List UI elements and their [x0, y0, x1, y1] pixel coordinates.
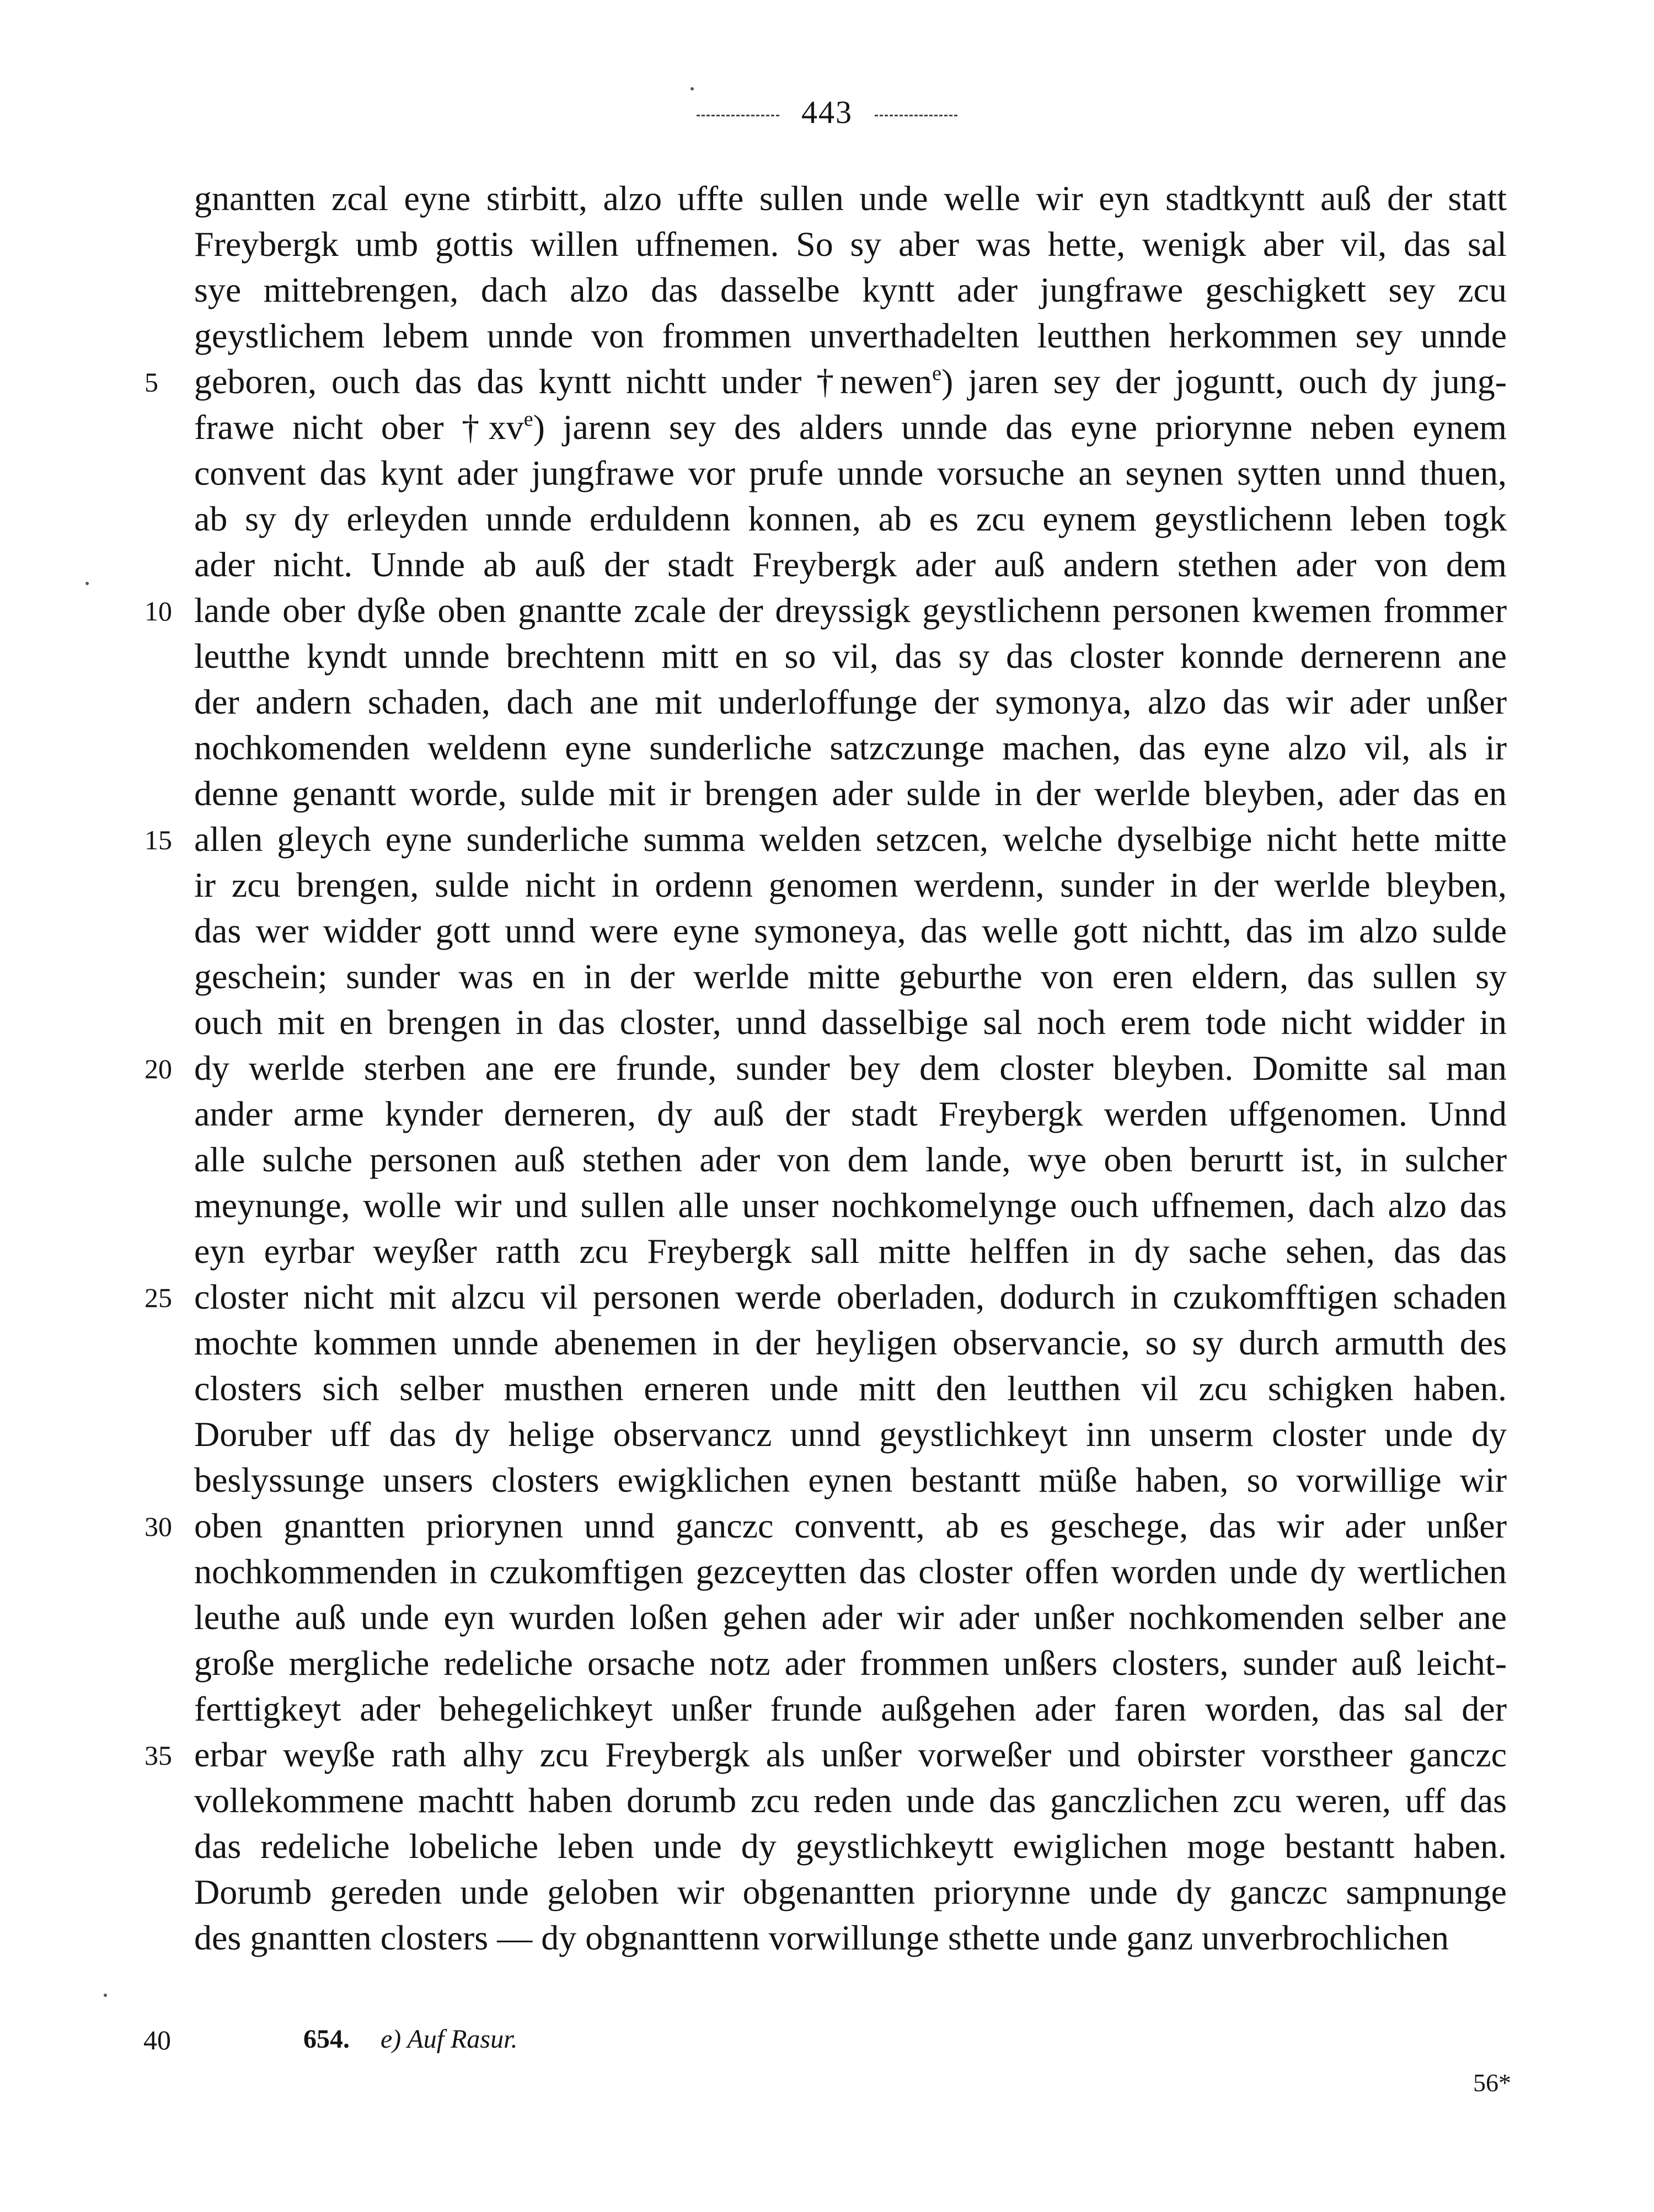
- text-line: das redeliche lobeliche leben unde dy geystlichkeytt ewiglichen moge bestantt haben.: [194, 1827, 1507, 1866]
- text-line: denne genantt worde, sulde mit ir brengen ader sulde in der werlde bleyben, ader das en: [194, 774, 1507, 813]
- text-line: vollekommene machtt haben dorumb zcu reden unde das ganczlichen zcu weren, uff das: [194, 1781, 1507, 1820]
- text-line: ouch mit en brengen in das closter, unnd dasselbige sal noch erem tode nicht widder in: [194, 1003, 1507, 1042]
- right-dash-rule: [875, 115, 957, 116]
- text-line: geschein; sunder was en in der werlde mitte geburthe von eren eldern, das sullen sy: [194, 957, 1507, 996]
- text-line: ferttigkeyt ader behegelichkeyt unßer frunde außgehen ader faren worden, das sal der: [194, 1689, 1507, 1728]
- text-line: gnantten zcal eyne stirbitt, alzo uffte sullen unde welle wir eyn stadtkyntt auß der statt: [194, 179, 1507, 218]
- text-line: sye mittebrengen, dach alzo das dasselbe kyntt ader jungfrawe geschigkett sey zcu: [194, 270, 1507, 309]
- footnote-text: e) Auf Rasur.: [381, 2024, 518, 2054]
- text-line: leuthe auß unde eyn wurden loßen gehen ader wir ader unßer nochkomenden selber ane: [194, 1598, 1507, 1637]
- footer-line-number: 40: [143, 2024, 171, 2055]
- page-number-text: 443: [801, 94, 853, 130]
- text-line: convent das kynt ader jungfrawe vor prufe unnde vorsuche an seynen sytten unnd thuen,: [194, 453, 1507, 492]
- footnote-marker: e: [932, 362, 941, 385]
- text-line: der andern schaden, dach ane mit underloffunge der symonya, alzo das wir ader unßer: [194, 682, 1507, 721]
- text-line: 25 closter nicht mit alzcu vil personen werde oberladen, dodurch in czukomfftigen schaden: [194, 1274, 1507, 1320]
- text-line: Dorumb gereden unde geloben wir obgenantten priorynne unde dy ganczc sampnunge: [194, 1872, 1507, 1911]
- line-number: 5: [144, 367, 158, 398]
- speck-mark: [690, 87, 694, 90]
- line-number: 25: [144, 1282, 172, 1313]
- text-line: Doruber uff das dy helige observancz unnd geystlichkeyt inn unserm closter unde dy: [194, 1415, 1507, 1454]
- line-number: 35: [144, 1740, 172, 1771]
- text-line: 10 lande ober dyße oben gnantte zcale der dreyssigk geystlichenn personen kwemen frommer: [194, 587, 1507, 633]
- line-number: 15: [144, 824, 172, 855]
- line-number: 20: [144, 1053, 172, 1084]
- text-line: Freybergk umb gottis willen uffnemen. So sy aber was hette, wenigk aber vil, das sal: [194, 224, 1507, 264]
- left-dash-rule: [697, 115, 779, 116]
- text-line: meynunge, wolle wir und sullen alle unser nochkomelynge ouch uffnemen, dach alzo das: [194, 1186, 1507, 1225]
- text-line: mochte kommen unnde abenemen in der heyligen observancie, so sy durch armutth des: [194, 1323, 1507, 1362]
- page-number: [0, 94, 1654, 131]
- footnote-number: 654.: [303, 2024, 350, 2054]
- signature-mark: 56*: [1473, 2069, 1511, 2097]
- text-line: frawe nicht ober $\dagger xv^e$) jarenn sey des alders unnde das eyne priorynne neben eynem: [194, 408, 1507, 447]
- text-line: 35 erbar weyße rath alhy zcu Freybergk als unßer vorweßer und obirster vorstheer ganczc: [194, 1732, 1507, 1777]
- text-line: closters sich selber musthen erneren unde mitt den leutthen vil zcu schigken haben.: [194, 1369, 1507, 1408]
- text-line: des gnantten closters — dy obgnanttenn vorwillunge sthette unde ganz unverbrochlichen: [194, 1918, 1449, 1957]
- text-line: 5 geboren, ouch das das kyntt nichtt under †newen$^e$) jaren sey der joguntt, ouch dy jung-: [194, 358, 1507, 404]
- text-line: nochkomenden weldenn eyne sunderliche satzczunge machen, das eyne alzo vil, als ir: [194, 728, 1507, 767]
- text-line: ander arme kynder derneren, dy auß der stadt Freybergk werden uffgenomen. Unnd: [194, 1094, 1507, 1133]
- text-line: nochkommenden in czukomftigen gezceytten das closter offen worden unde dy wertlichen: [194, 1552, 1507, 1591]
- text-line: alle sulche personen auß stethen ader von dem lande, wye oben berurtt ist, in sulcher: [194, 1140, 1507, 1179]
- footnote-area: [143, 2024, 1511, 2097]
- line-number: 10: [144, 596, 172, 626]
- text-line: leutthe kyndt unnde brechtenn mitt en so vil, das sy das closter konnde dernerenn ane: [194, 636, 1507, 676]
- text-line: 30 oben gnantten priorynen unnd ganczc conventt, ab es geschege, das wir ader unßer: [194, 1503, 1507, 1549]
- text-line: ader nicht. Unnde ab auß der stadt Freybergk ader auß andern stethen ader von dem: [194, 545, 1507, 584]
- text-line: 20 dy werlde sterben ane ere frunde, sunder bey dem closter bleyben. Domitte sal man: [194, 1045, 1507, 1091]
- speck-mark: [104, 1994, 107, 1997]
- text-line: große mergliche redeliche orsache notz ader frommen unßers closters, sunder auß leicht-: [194, 1643, 1507, 1683]
- text-line: das wer widder gott unnd were eyne symoneya, das welle gott nichtt, das im alzo sulde: [194, 911, 1507, 950]
- text-line: ir zcu brengen, sulde nicht in ordenn genomen werdenn, sunder in der werlde bleyben,: [194, 865, 1507, 904]
- text-line: geystlichem lebem unnde von frommen unverthadelten leutthen herkommen sey unnde: [194, 316, 1507, 355]
- text-line: ab sy dy erleyden unnde erduldenn konnen, ab es zcu eynem geystlichenn leben togk: [194, 499, 1507, 538]
- text-line: eyn eyrbar weyßer ratth zcu Freybergk sall mitte helffen in dy sache sehen, das das: [194, 1231, 1507, 1271]
- speck-mark: [85, 582, 89, 585]
- line-number: 30: [144, 1511, 172, 1542]
- main-text: [144, 175, 1507, 1961]
- text-line: beslyssunge unsers closters ewigklichen eynen bestantt müße haben, so vorwillige wir: [194, 1460, 1507, 1499]
- footnote-marker: e: [523, 408, 533, 431]
- text-line: 15 allen gleych eyne sunderliche summa welden setzcen, welche dyselbige nicht hette mitte: [194, 816, 1507, 862]
